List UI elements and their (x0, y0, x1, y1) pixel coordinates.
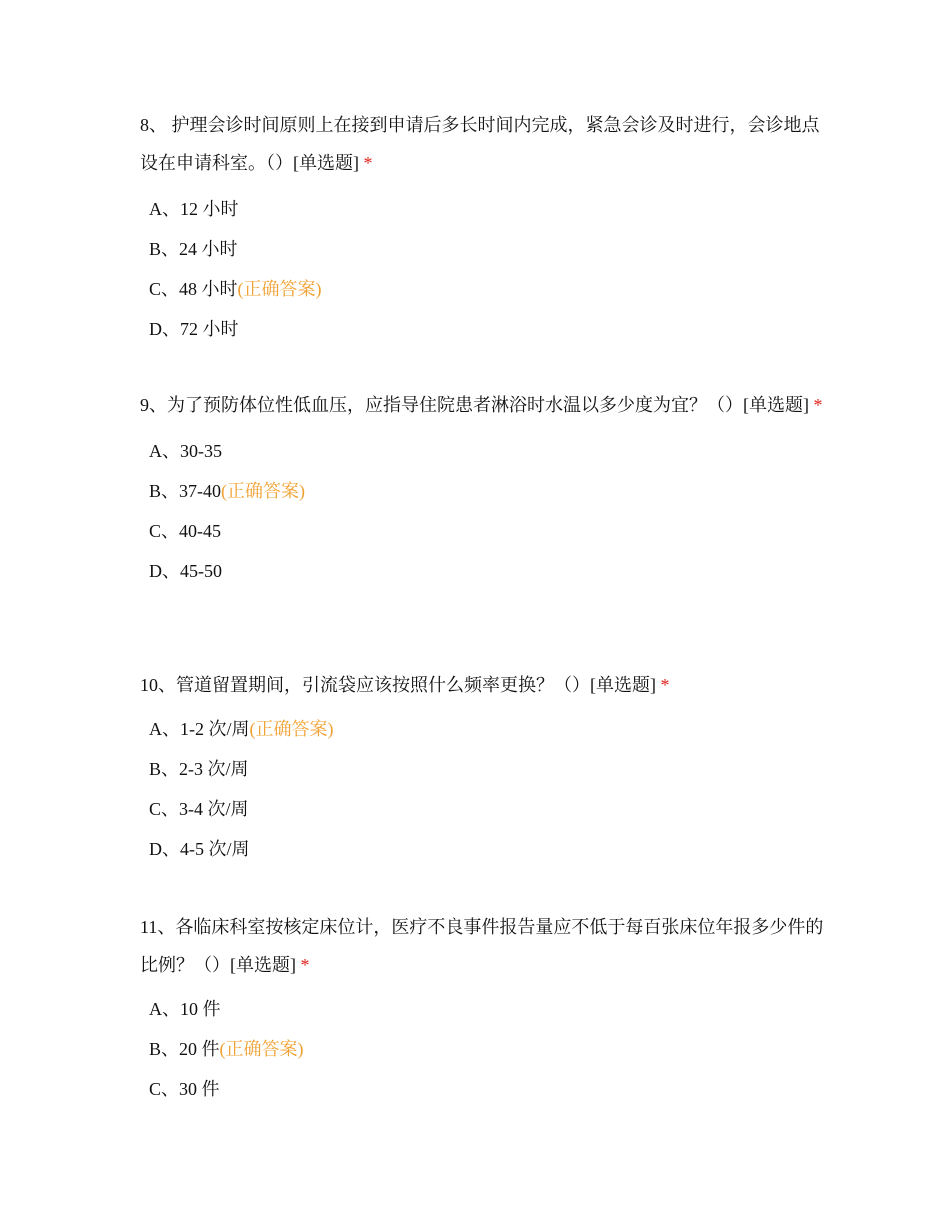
question-10 (140, 666, 830, 869)
option-d[interactable] (140, 309, 830, 349)
option-text: C、40-45 (149, 521, 221, 541)
question-title (140, 666, 830, 704)
question-9 (140, 386, 830, 591)
option-d[interactable] (140, 829, 830, 869)
correct-answer-label: (正确答案) (221, 481, 305, 501)
question-text: 10、管道留置期间，引流袋应该按照什么频率更换？（）[单选题] (140, 675, 656, 695)
required-mark: * (660, 675, 670, 695)
option-c[interactable] (140, 789, 830, 829)
option-text: D、72 小时 (149, 319, 239, 339)
option-d[interactable] (140, 551, 830, 591)
option-a[interactable] (140, 431, 830, 471)
option-text: C、3-4 次/周 (149, 799, 249, 819)
option-a[interactable] (140, 189, 830, 229)
question-text: 9、为了预防体位性低血压，应指导住院患者淋浴时水温以多少度为宜？（）[单选题] (140, 395, 809, 415)
required-mark: * (363, 153, 373, 173)
correct-answer-label: (正确答案) (249, 719, 334, 739)
option-a[interactable] (140, 709, 830, 749)
option-text: D、45-50 (149, 561, 222, 581)
option-text: B、2-3 次/周 (149, 759, 249, 779)
option-text: A、1-2 次/周 (149, 719, 250, 739)
option-text: A、12 小时 (149, 199, 239, 219)
correct-answer-label: (正确答案) (237, 279, 322, 299)
option-c[interactable] (140, 511, 830, 551)
question-8 (140, 106, 830, 349)
option-b[interactable] (140, 1029, 830, 1069)
option-text: B、24 小时 (149, 239, 238, 259)
option-text: B、20 件 (149, 1039, 220, 1059)
question-title (140, 386, 830, 424)
option-b[interactable] (140, 229, 830, 269)
option-text: C、48 小时 (149, 279, 238, 299)
option-b[interactable] (140, 471, 830, 511)
option-list (140, 709, 830, 869)
question-title (140, 908, 830, 984)
required-mark: * (813, 395, 823, 415)
option-list (140, 189, 830, 349)
option-text: C、30 件 (149, 1079, 220, 1099)
option-list (140, 431, 830, 591)
option-a[interactable] (140, 989, 830, 1029)
question-title (140, 106, 830, 182)
question-11 (140, 908, 830, 1109)
option-c[interactable] (140, 1069, 830, 1109)
option-b[interactable] (140, 749, 830, 789)
question-text: 11、各临床科室按核定床位计，医疗不良事件报告量应不低于每百张床位年报多少件的比例？（）[单选题] (140, 917, 824, 975)
correct-answer-label: (正确答案) (219, 1039, 304, 1059)
required-mark: * (300, 955, 310, 975)
option-text: B、37-40 (149, 481, 221, 501)
question-text: 8、 护理会诊时间原则上在接到申请后多长时间内完成，紧急会诊及时进行，会诊地点设在申请科室。（）[单选题] (140, 115, 820, 173)
option-list (140, 989, 830, 1109)
option-text: D、4-5 次/周 (149, 839, 250, 859)
option-text: A、10 件 (149, 999, 221, 1019)
option-c[interactable] (140, 269, 830, 309)
option-text: A、30-35 (149, 441, 222, 461)
